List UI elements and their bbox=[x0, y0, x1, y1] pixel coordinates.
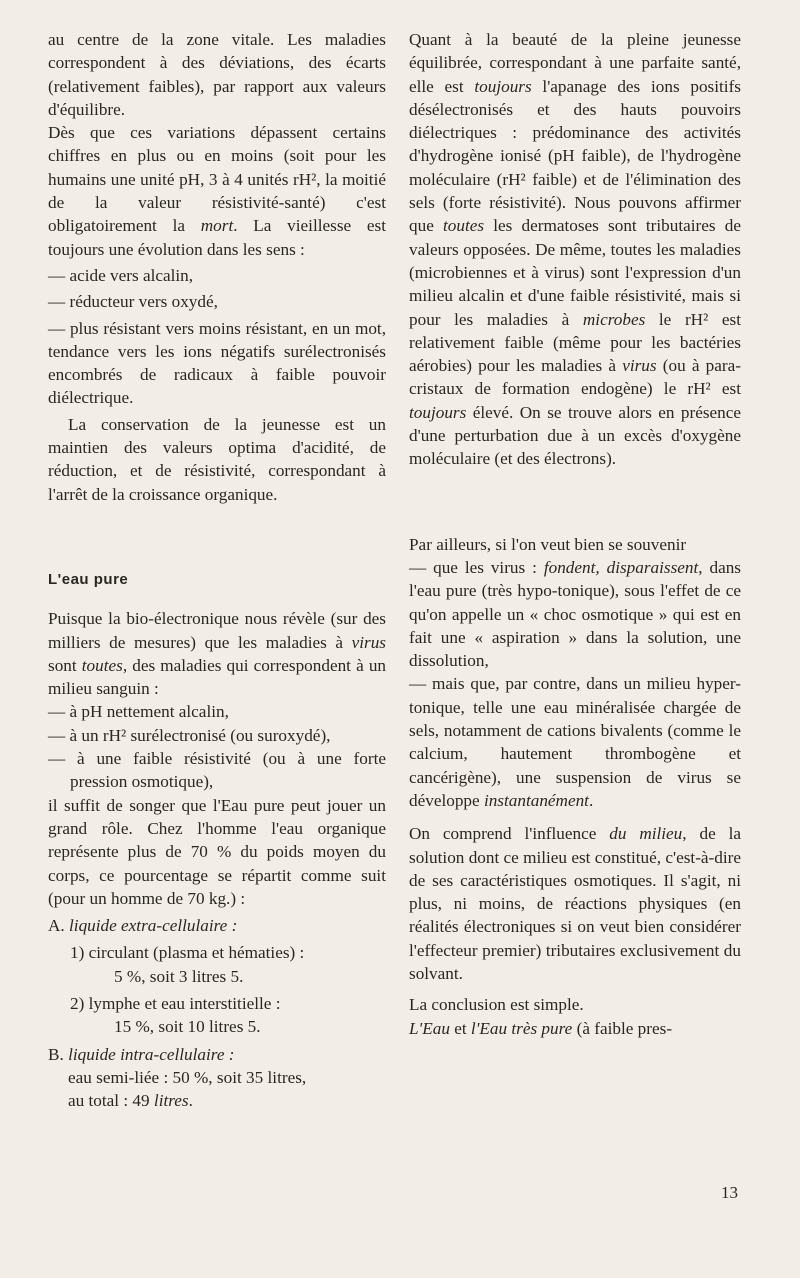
list-item: — à pH nettement alcalin, bbox=[48, 702, 229, 722]
list-item: 1) circulant (plasma et hématies) : 5 %, soit 3 litres 5. bbox=[70, 943, 305, 986]
left-column bbox=[48, 28, 386, 1112]
list-item: 2) lymphe et eau interstitielle : 15 %, soit 10 litres 5. bbox=[70, 993, 281, 1037]
sub-heading-b: B. liquide intra-cellulaire : bbox=[48, 1044, 235, 1064]
list-item: — acide vers alcalin, bbox=[48, 265, 194, 285]
list-item: — à une faible résistivité (ou à une forte pression osmotique), bbox=[48, 749, 386, 792]
paragraph: Par ailleurs, si l'on veut bien se souvenir bbox=[409, 534, 687, 554]
list-item: — mais que, par contre, dans un milieu hyper-tonique, telle une eau minéralisée chargée de sels, notamment de cations bivalents (comme le calcium, hautement thrombogène et cancérigène), une suspension de virus se développe instantanément. bbox=[409, 674, 741, 810]
list-item: — à un rH² surélectronisé (ou suroxydé), bbox=[48, 725, 331, 745]
paragraph: L'Eau et l'Eau très pure (à faible pres- bbox=[409, 1018, 673, 1038]
paragraph: La conclusion est simple. bbox=[409, 995, 584, 1015]
page-number: 13 bbox=[721, 1183, 738, 1202]
list-item: au total : 49 litres. bbox=[68, 1091, 193, 1111]
list-item: — réducteur vers oxydé, bbox=[48, 292, 218, 312]
list-item: — que les virus : fondent, disparaissent, dans l'eau pure (très hypo-tonique), sous l'effet de ce qu'on appelle un « choc osmotique » qui est en fait une « aspiration » dans la solution, une dissolution, bbox=[409, 557, 741, 671]
paragraph: au centre de la zone vitale. Les maladies correspondent à des déviations, des écarts (relativement faibles), par rapport aux valeurs d'équilibre. bbox=[48, 30, 386, 119]
paragraph: Puisque la bio-électronique nous révèle (sur des milliers de mesures) que les maladies à virus sont toutes, des maladies qui correspondent à un milieu sanguin : bbox=[48, 609, 387, 699]
paragraph: Quant à la beauté de la pleine jeunesse équilibrée, correspondant à une parfaite santé, elle est toujours l'apanage des ions positifs désélectronisés et des hauts pouvoirs diélectriques : prédominance des activités d'hydrogène ionisé (pH faible), de l'hydrogène moléculaire (rH² faible) et de l'élimination des sels (forte résistivité). Nous pouvons affirmer que toutes les dermatoses sont tributaires de valeurs opposées. De même, toutes les maladies (microbiennes et à virus) sont l'expression d'un milieu alcalin et d'une faible résistivité, mais si pour les maladies à microbes le rH² est relativement faible (même pour les bactéries aérobies) pour les maladies à virus (ou à para-cristaux de formation endogène) le rH² est toujours élevé. On se trouve alors en présence d'une perturbation due à un excès d'oxygène moléculaire (et des électrons). bbox=[409, 30, 741, 469]
paragraph: La conservation de la jeunesse est un maintien des valeurs optima d'acidité, de réduction, et de résistivité, correspondant à l'arrêt de la croissance organique. bbox=[48, 414, 386, 504]
sub-heading-a: A. liquide extra-cellulaire : bbox=[48, 916, 238, 936]
list-item: eau semi-liée : 50 %, soit 35 litres, bbox=[68, 1067, 307, 1087]
paragraph: il suffit de songer que l'Eau pure peut jouer un grand rôle. Chez l'homme l'eau organique représente plus de 70 % du poids moyen du corps, ce pourcentage se répartit comme suit (pour un homme de 70 kg.) : bbox=[48, 795, 386, 908]
paragraph: Dès que ces variations dépassent certains chiffres en plus ou en moins (soit pour les humains une unité pH, 3 à 4 unités rH², la moitié de la valeur résistivité-santé) c'est obligatoirement la mort. La vieillesse est toujours une évolution dans les sens : bbox=[48, 123, 386, 259]
paragraph: On comprend l'influence du milieu, de la solution dont ce milieu est constitué, c'est-à-dire de ses caractéristiques osmotiques. Il s'agit, ni plus, ni moins, de réactions physiques (en réalités électroniques si on veut bien considérer l'effecteur premier) tributaires exclusivement du solvant. bbox=[409, 824, 741, 983]
right-column bbox=[409, 28, 741, 1040]
section-heading: L'eau pure bbox=[48, 570, 129, 588]
list-item: — plus résistant vers moins résistant, en un mot, tendance vers les ions négatifs surélectronisés encombrés de radicaux à faible pouvoir diélectrique. bbox=[48, 318, 386, 408]
